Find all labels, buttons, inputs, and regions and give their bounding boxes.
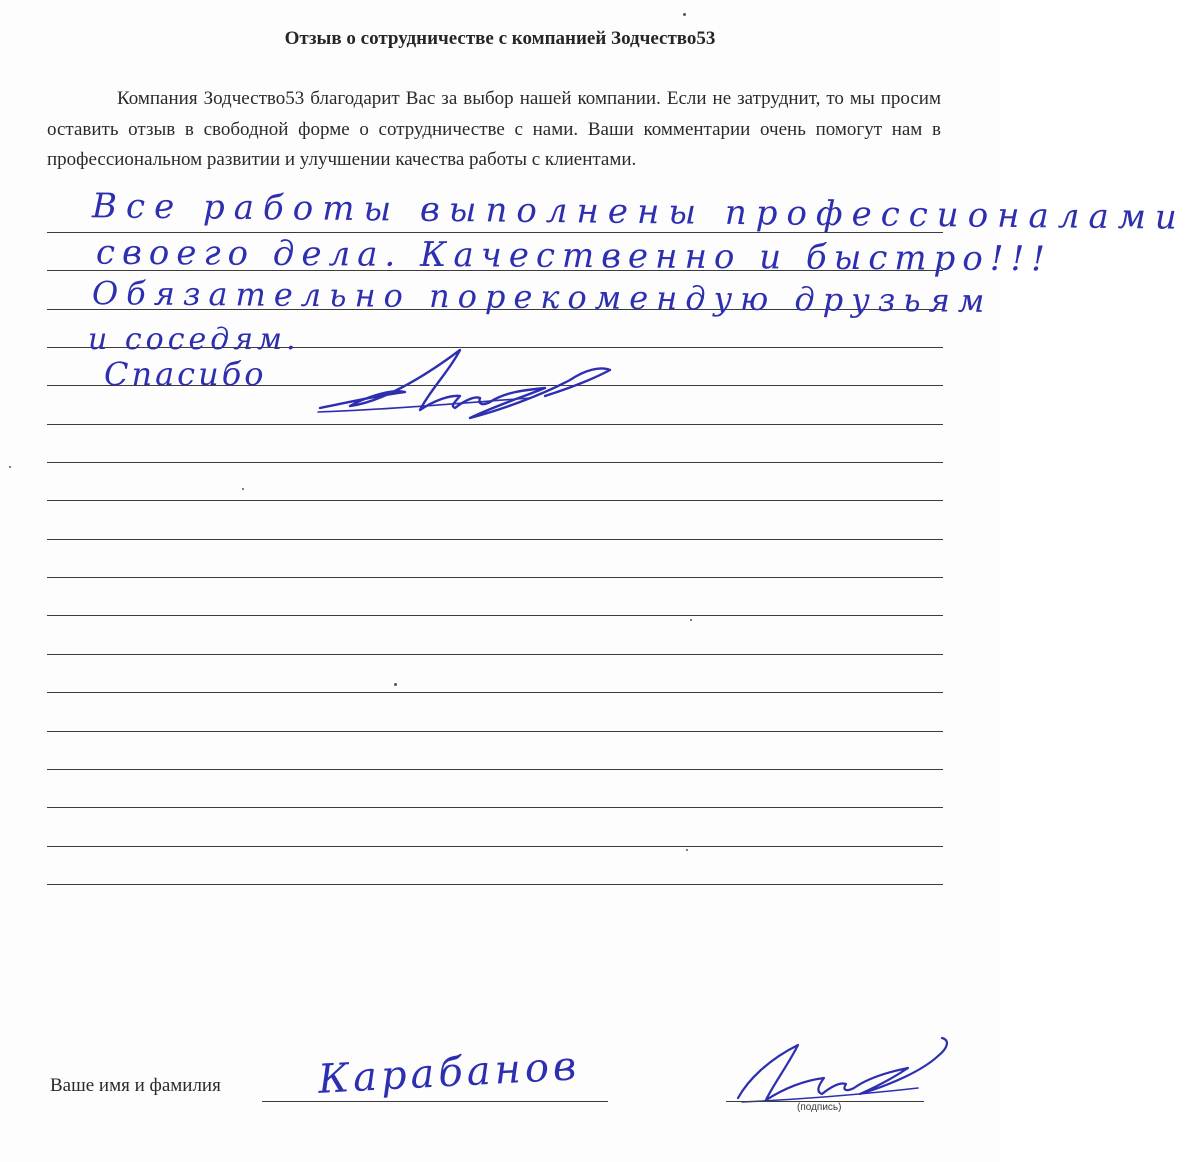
handwritten-review-line: Все работы выполнены профессионалами bbox=[91, 186, 1186, 238]
handwritten-review-line: и соседям. bbox=[88, 322, 300, 357]
scan-speck bbox=[394, 683, 397, 686]
handwritten-name: Карабанов bbox=[316, 1043, 582, 1103]
ruled-line bbox=[47, 577, 943, 578]
scan-speck bbox=[690, 619, 692, 621]
handwritten-review-line: своего дела. Качественно и быстро!!! bbox=[95, 232, 1052, 280]
name-underline bbox=[262, 1101, 608, 1102]
ruled-line bbox=[47, 884, 943, 885]
ruled-line bbox=[47, 846, 943, 847]
ruled-line bbox=[47, 539, 943, 540]
ruled-line bbox=[47, 500, 943, 501]
form-intro-paragraph: Компания Зодчество53 благодарит Вас за выбор нашей компании. Если не затруднит, то мы просим оставить отзыв в свободной форме о сотрудничестве с нами. Ваши комментарии очень помогут нам в профессиональном развитии и улучшении качества работы с клиентами. bbox=[47, 88, 941, 170]
ruled-line bbox=[47, 731, 943, 732]
footer-signature-mark bbox=[728, 1020, 958, 1110]
scan-speck bbox=[9, 466, 11, 468]
name-field-label: Ваше имя и фамилия bbox=[50, 1075, 221, 1096]
ruled-line bbox=[47, 692, 943, 693]
signature-caption: (подпись) bbox=[797, 1102, 842, 1113]
scan-speck bbox=[686, 849, 688, 851]
scan-speck bbox=[683, 13, 686, 16]
ruled-line bbox=[47, 615, 943, 616]
ruled-line bbox=[47, 769, 943, 770]
handwritten-review-line: Обязательно порекомендую друзьям bbox=[91, 274, 993, 320]
ruled-line bbox=[47, 807, 943, 808]
ruled-line bbox=[47, 654, 943, 655]
review-signature-mark bbox=[310, 340, 620, 440]
ruled-line bbox=[47, 462, 943, 463]
handwritten-review-line: Спасибо bbox=[104, 355, 267, 393]
form-title: Отзыв о сотрудничестве с компанией Зодчество53 bbox=[284, 28, 716, 49]
scan-speck bbox=[242, 488, 244, 490]
